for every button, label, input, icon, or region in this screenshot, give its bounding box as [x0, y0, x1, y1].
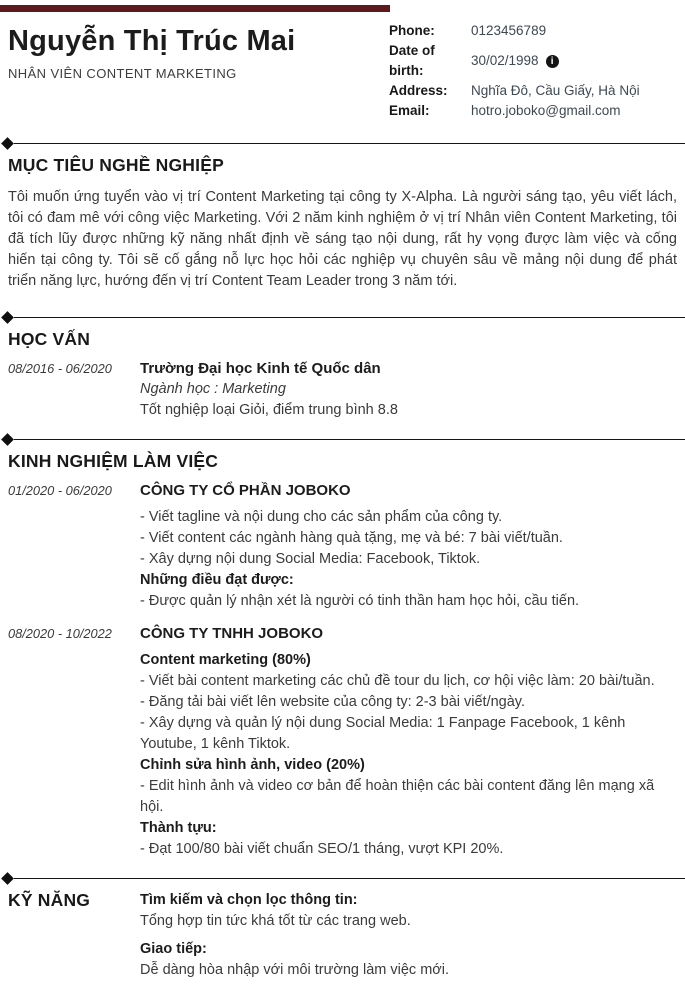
diamond-icon	[1, 311, 14, 324]
section-divider	[0, 434, 685, 445]
divider-rule	[14, 143, 685, 145]
section-divider	[0, 873, 685, 884]
education-entry	[0, 358, 685, 421]
objective-heading: MỤC TIÊU NGHỀ NGHIỆP	[8, 155, 224, 175]
experience-subheading: Những điều đạt được:	[140, 572, 294, 588]
experience-period: 01/2020 - 06/2020	[8, 483, 112, 498]
skill-title: Tìm kiếm và chọn lọc thông tin:	[140, 892, 358, 908]
contact-row-phone	[389, 21, 677, 41]
education-major: Ngành học : Marketing	[140, 381, 286, 397]
experience-subheading: Thành tựu:	[140, 820, 217, 836]
skill-title: Giao tiếp:	[140, 941, 207, 957]
experience-subheading: Content marketing (80%)	[140, 652, 311, 668]
email-label: Email:	[389, 103, 430, 118]
skills-list	[140, 890, 677, 988]
phone-value: 0123456789	[471, 23, 547, 38]
education-period: 08/2016 - 06/2020	[8, 361, 112, 376]
skill-item	[140, 939, 677, 981]
skill-desc: Dễ dàng hòa nhập với môi trường làm việc mới.	[140, 962, 450, 978]
education-heading: HỌC VẤN	[8, 329, 91, 349]
contact-block	[389, 21, 677, 121]
experience-lines	[140, 507, 677, 612]
experience-entry	[0, 623, 685, 860]
experience-subheading: Chỉnh sửa hình ảnh, video (20%)	[140, 757, 365, 773]
objective-text: Tôi muốn ứng tuyển vào vị trí Content Marketing tại công ty X-Alpha. Là người sáng tạo, yêu viết lách, tôi có đam mê với công việc Marketing. Với 2 năm kinh nghiệm ở vị trí Nhân viên Content Marketing, tôi đã tích lũy được những kỹ năng nhất định về sáng tạo nội dung, rất hy vọng được làm việc và cống hiến tại công ty. Tôi sẽ cố gắng nỗ lực học hỏi các nghiệp vụ chuyên sâu về mảng nội dung để phát triển năng lực, hướng đến vị trí Content Team Leader trong 3 năm tới.	[8, 189, 677, 289]
contact-row-dob	[389, 41, 677, 81]
experience-lines	[140, 650, 677, 860]
company-name: CÔNG TY CỔ PHẦN JOBOKO	[140, 482, 351, 499]
candidate-name: Nguyễn Thị Trúc Mai	[8, 25, 296, 57]
divider-rule	[14, 439, 685, 441]
experience-period: 08/2020 - 10/2022	[8, 626, 112, 641]
divider-rule	[14, 878, 685, 880]
skills-section	[0, 890, 685, 988]
experience-details	[140, 623, 677, 860]
section-divider	[0, 138, 685, 149]
phone-label: Phone:	[389, 23, 435, 38]
experience-details	[140, 480, 677, 612]
skills-heading: KỸ NĂNG	[8, 890, 91, 910]
experience-entry	[0, 480, 685, 612]
accent-top-bar	[0, 5, 390, 12]
divider-rule	[14, 317, 685, 319]
header	[0, 5, 685, 121]
dob-label: Date of birth:	[389, 43, 435, 78]
section-divider	[0, 312, 685, 323]
skill-desc: Tổng hợp tin tức khá tốt từ các trang web.	[140, 913, 411, 929]
dob-value: 30/02/1998	[471, 53, 539, 68]
experience-line: - Đăng tải bài viết lên website của công ty: 2-3 bài viết/ngày.	[140, 694, 526, 710]
school-name: Trường Đại học Kinh tế Quốc dân	[140, 360, 381, 377]
company-name: CÔNG TY TNHH JOBOKO	[140, 625, 324, 642]
skill-item	[140, 890, 677, 932]
experience-line: - Viết content các ngành hàng quà tặng, mẹ và bé: 7 bài viết/tuần.	[140, 530, 563, 546]
diamond-icon	[1, 137, 14, 150]
experience-line: - Edit hình ảnh và video cơ bản để hoàn thiện các bài content đăng lên mạng xã hội.	[140, 778, 655, 815]
experience-line: - Viết bài content marketing các chủ đề tour du lịch, cơ hội việc làm: 20 bài/tuần.	[140, 673, 655, 689]
experience-heading: KINH NGHIỆM LÀM VIỆC	[8, 451, 219, 471]
diamond-icon	[1, 433, 14, 446]
info-icon[interactable]: i	[546, 55, 559, 68]
education-details	[140, 358, 677, 421]
identity-block	[8, 19, 295, 81]
email-value: hotro.joboko@gmail.com	[471, 103, 621, 118]
experience-line: - Được quản lý nhận xét là người có tinh thần ham học hỏi, cầu tiến.	[140, 593, 580, 609]
education-result: Tốt nghiệp loại Giỏi, điểm trung bình 8.8	[140, 402, 398, 418]
address-value: Nghĩa Đô, Cầu Giấy, Hà Nội	[471, 83, 640, 98]
contact-row-email	[389, 101, 677, 121]
candidate-job-title: NHÂN VIÊN CONTENT MARKETING	[8, 66, 237, 81]
experience-line: - Xây dựng và quản lý nội dung Social Media: 1 Fanpage Facebook, 1 kênh Youtube, 1 kênh Tiktok.	[140, 715, 626, 752]
experience-line: - Xây dựng nội dung Social Media: Facebook, Tiktok.	[140, 551, 481, 567]
contact-row-address	[389, 81, 677, 101]
experience-line: - Viết tagline và nội dung cho các sản phẩm của công ty.	[140, 509, 503, 525]
experience-line: - Đạt 100/80 bài viết chuẩn SEO/1 tháng, vượt KPI 20%.	[140, 841, 504, 857]
diamond-icon	[1, 872, 14, 885]
address-label: Address:	[389, 83, 448, 98]
